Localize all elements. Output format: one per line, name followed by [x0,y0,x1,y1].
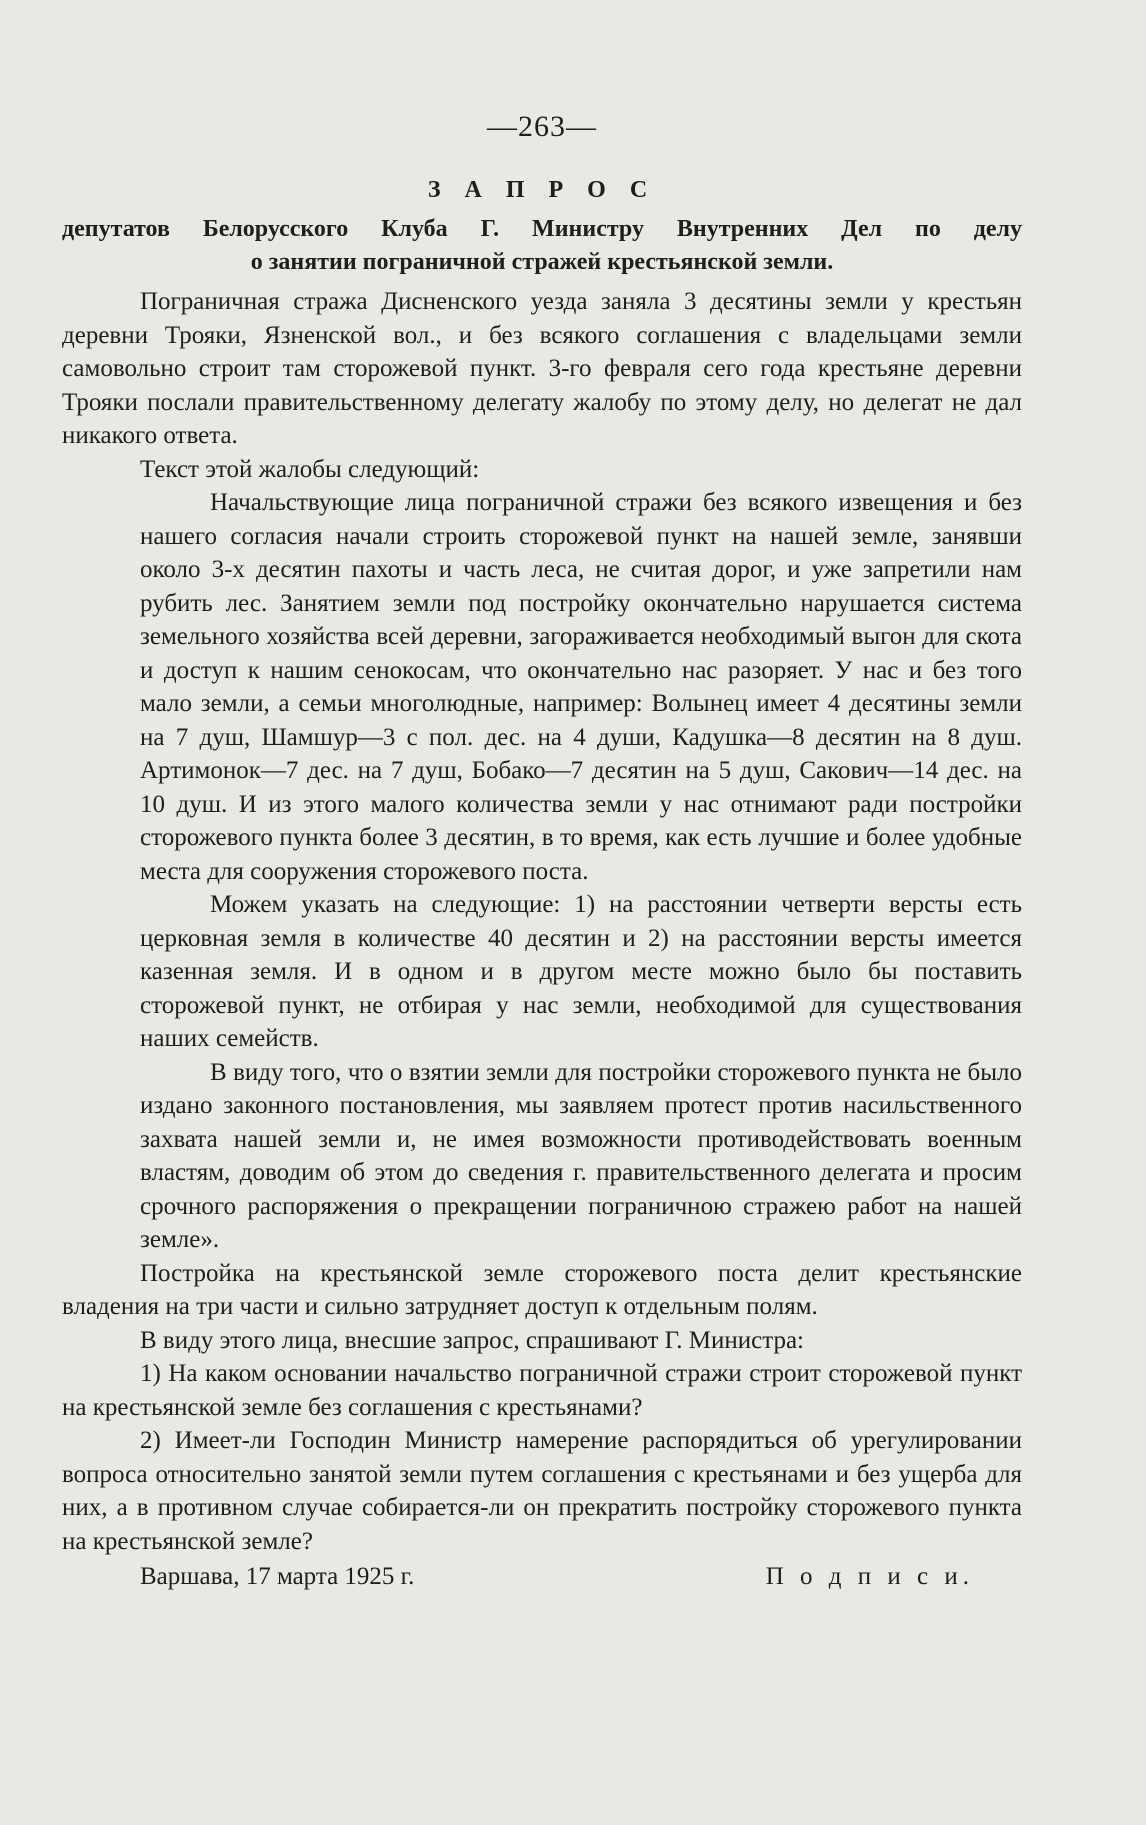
signature-line [62,1560,1022,1594]
complaint-quote [140,486,1022,1257]
subtitle-line-1: депутатов Белорусского Клуба Г. Министру Внутренних Дел по делу [62,216,1022,242]
place-date: Варшава, 17 марта 1925 г. [140,1563,415,1590]
quote-paragraph-3: В виду того, что о взятии земли для постройки сторожевого пункта не было издано законного постановления, мы заявляем протест против насильственного захвата нашей земли и, не имея возможности противодействовать военным властям, доводим об этом до сведения г. правительственного делегата и просим срочного распоряжения о прекращении пограничною стражею работ на нашей земле». [140,1058,1022,1253]
signatures: П о д п и с и. [765,1563,974,1590]
paragraph-3: Постройка на крестьянской земле сторожевого поста делит крестьянские владения на три части и сильно затрудняет доступ к отдельным полям. [62,1259,1022,1320]
quote-paragraph-1: Начальствующие лица пограничной стражи без всякого извещения и без нашего согласия начали строить сторожевой пункт на нашей земле, занявши около 3-х десятин пахоты и часть леса, не считая дорог, и уже запретили нам рубить лес. Занятием земли под постройку окончательно нарушается система земельного хозяйства всей деревни, загораживается необходимый выгон для скота и доступ к нашим сенокосам, что окончательно нас разоряет. У нас и без того мало земли, а семьи многолюдные, например: Волынец имеет 4 десятины земли на 7 душ, Шамшур—3 с пол. дес. на 4 души, Кадушка—8 десятин на 8 душ. Артимонок—7 дес. на 7 душ, Бобако—7 десятин на 5 душ, Сакович—14 дес. на 10 душ. И из этого малого количества земли у нас отнимают ради постройки сторожевого пункта более 3 десятин, в то время, как есть лучшие и более удобные места для сооружения сторожевого поста. [140,489,1022,885]
document-body [62,110,1022,1594]
paragraph-1: Пограничная стража Дисненского уезда заняла 3 десятины земли у крестьян деревни Трояки, Язненской вол., и без всякого соглашения с владельцами земли самовольно строит там сторожевой пункт. 3-го февраля сего года крестьяне деревни Трояки послали правительственному делегату жалобу по этому делу, но делегат не дал никакого ответа. [62,288,1022,449]
page-number: —263— [487,110,597,143]
paragraph-4: В виду этого лица, внесшие запрос, спрашивают Г. Министра: [140,1326,804,1354]
paragraph-2: Текст этой жалобы следующий: [140,455,480,483]
quote-paragraph-2: Можем указать на следующие: 1) на расстоянии четверти версты есть церковная земля в количестве 40 десятин и 2) на расстоянии версты имеется казенная земля. И в одном и в другом месте можно было бы поставить сторожевой пункт, не отбирая у нас земли, необходимой для существования наших семейств. [140,891,1022,1052]
question-2: 2) Имеет-ли Господин Министр намерение распорядиться об урегулировании вопроса относительно занятой земли путем соглашения с крестьянами и без ущерба для них, а в противном случае собирается-ли он прекратить постройку сторожевого пункта на крестьянской земле? [62,1427,1022,1555]
document-title: З А П Р О С [427,176,657,203]
subtitle-line-2: о занятии пограничной стражей крестьянской земли. [250,249,834,275]
question-1: 1) На каком основании начальство пограничной стражи строит сторожевой пункт на крестьянской земле без соглашения с крестьянами? [62,1360,1022,1421]
document-subtitle [62,213,1022,279]
